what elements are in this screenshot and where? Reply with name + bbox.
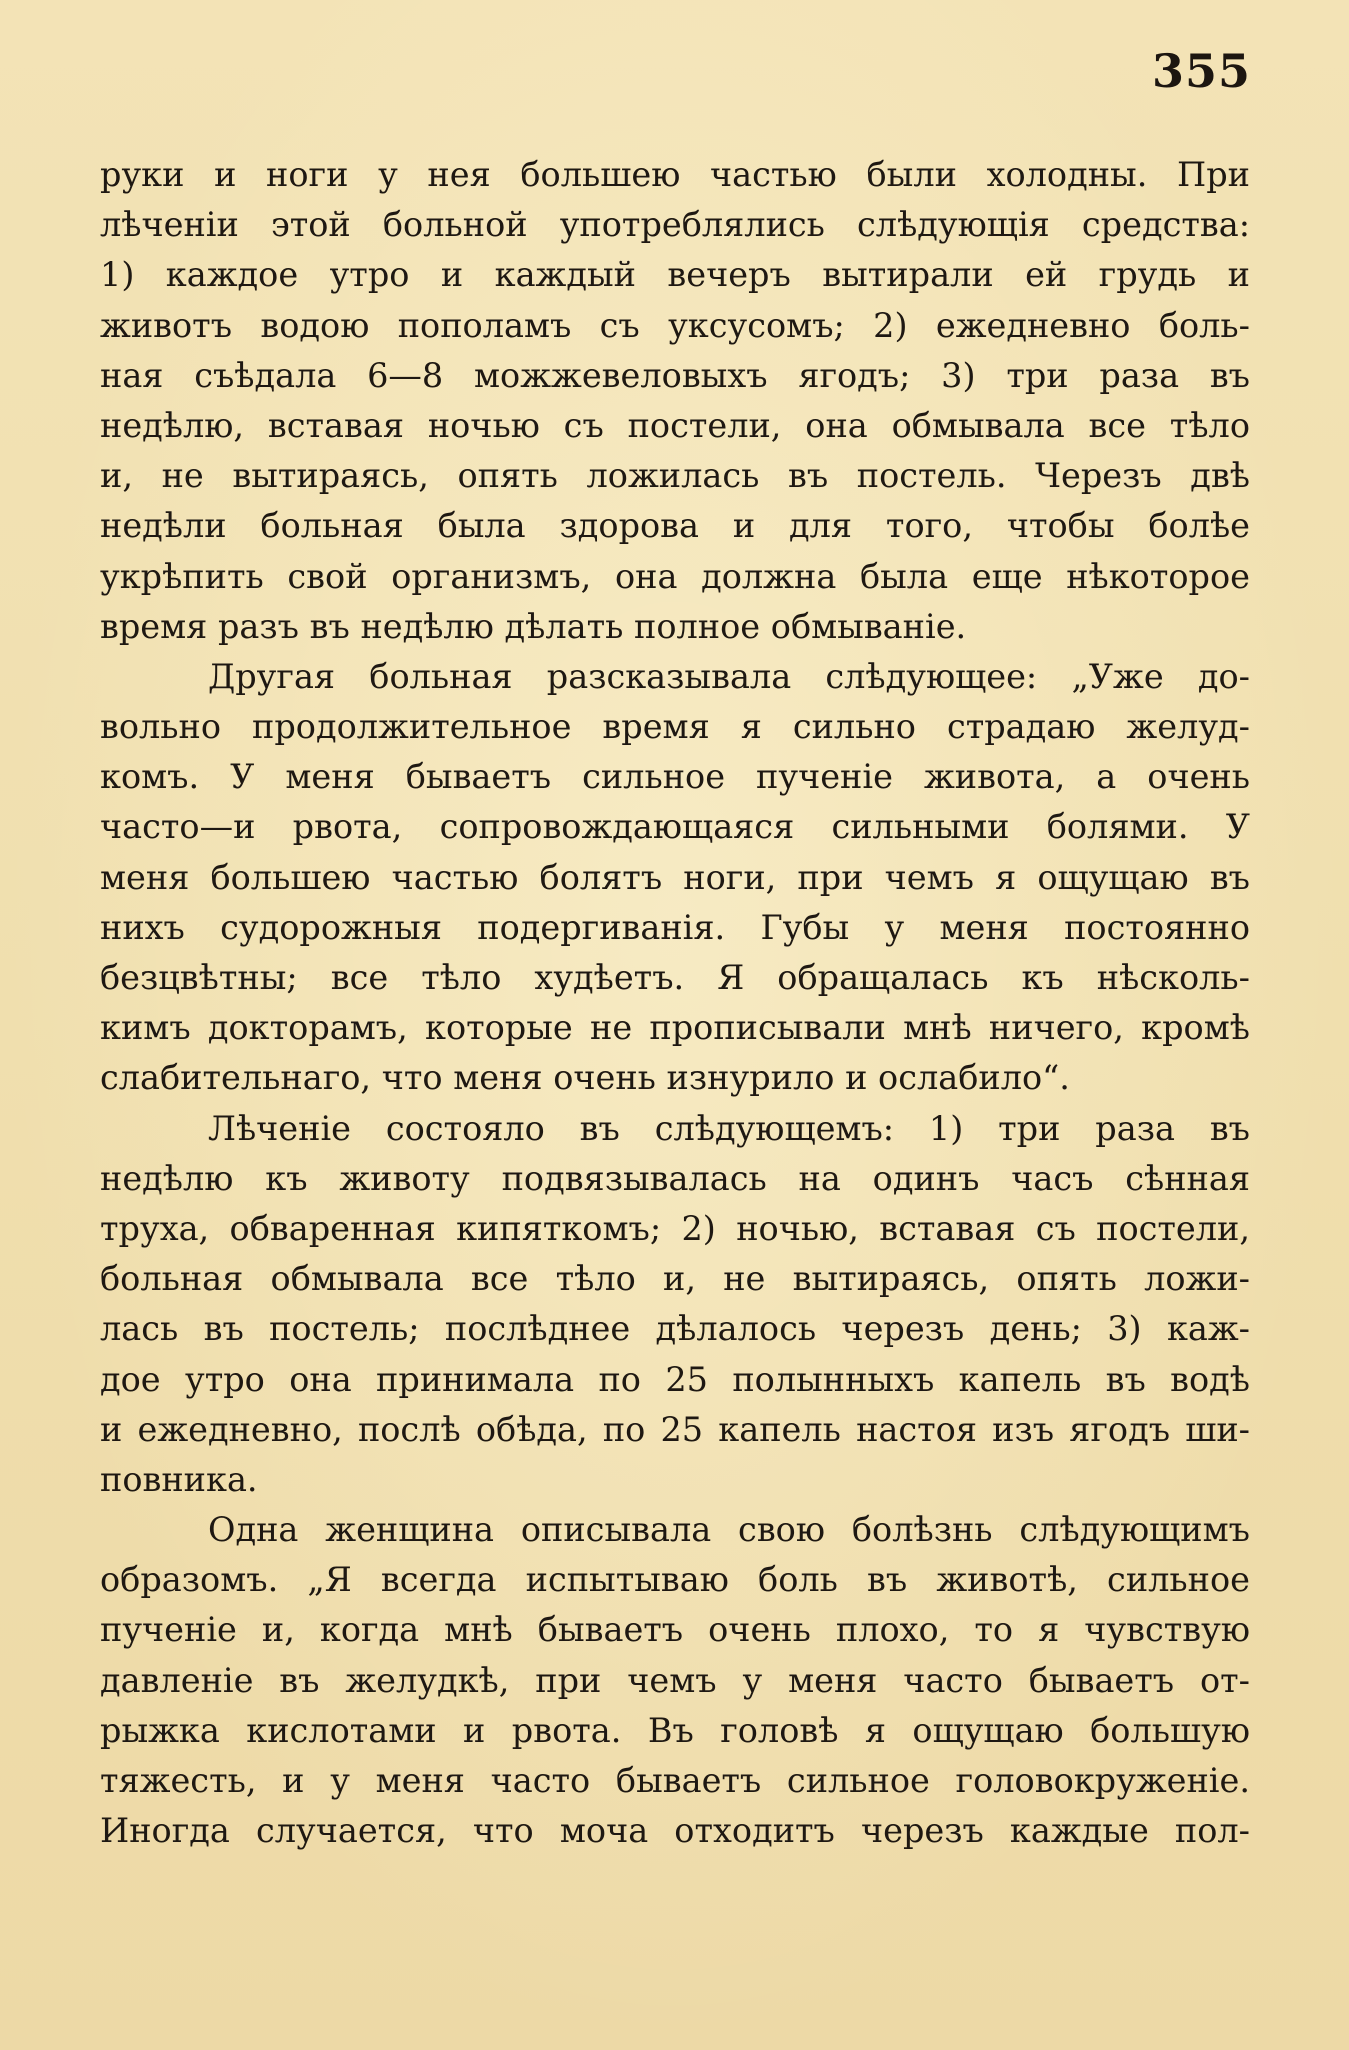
text-line: тяжесть, и у меня часто бываетъ сильное головокруженіе. [100, 1761, 1250, 1800]
text-line: образомъ. „Я всегда испытываю боль въ животѣ, сильное [100, 1560, 1250, 1600]
text-line: укрѣпить свой организмъ, она должна была еще нѣкоторое [100, 556, 1250, 596]
text-line: лѣченіи этой больной употреблялись слѣдующія средства: [100, 205, 1250, 245]
text-line: больная обмывала все тѣло и, не вытираясь, опять ложи- [100, 1259, 1250, 1299]
text-line: вольно продолжительное время я сильно страдаю желуд- [100, 707, 1250, 747]
text-line: недѣлю, вставая ночью съ постели, она обмывала все тѣло [100, 405, 1250, 445]
text-line: безцвѣтны; все тѣло худѣетъ. Я обращалась къ нѣсколь- [100, 958, 1250, 997]
text-line: комъ. У меня бываетъ сильное пученіе живота, а очень [100, 757, 1250, 797]
text-line: Иногда случается, что моча отходитъ черезъ каждые пол- [100, 1811, 1250, 1851]
text-line: время разъ въ недѣлю дѣлать полное обмываніе. [100, 606, 967, 646]
text-line: 1) каждое утро и каждый вечеръ вытирали ей грудь и [100, 255, 1250, 295]
page-number: 355 [1151, 44, 1251, 98]
paragraph-start-line: Лѣченіе состояло въ слѣдующемъ: 1) три раза въ [208, 1108, 1250, 1148]
text-line: меня большею частью болятъ ноги, при чемъ я ощущаю въ [100, 857, 1250, 897]
text-line: слабительнаго, что меня очень изнурило и ослабило“. [100, 1058, 1070, 1098]
text-line: руки и ноги у нея большею частью были холодны. При [100, 155, 1250, 194]
text-line: рыжка кислотами и рвота. Въ головѣ я ощущаю большую [100, 1710, 1250, 1750]
paragraph-start-line: Одна женщина описывала свою болѣзнь слѣдующимъ [208, 1510, 1250, 1550]
paragraph-start-line: Другая больная разсказывала слѣдующее: „Уже до- [208, 656, 1250, 696]
text-line: нихъ судорожныя подергиванія. Губы у меня постоянно [100, 907, 1250, 947]
text-line: и ежедневно, послѣ обѣда, по 25 капель настоя изъ ягодъ ши- [100, 1409, 1250, 1449]
text-line: недѣли больная была здорова и для того, чтобы болѣе [100, 506, 1250, 546]
body-text [100, 150, 1250, 1856]
text-line: труха, обваренная кипяткомъ; 2) ночью, вставая съ постели, [100, 1208, 1250, 1248]
text-line: кимъ докторамъ, которые не прописывали мнѣ ничего, кромѣ [100, 1008, 1250, 1048]
text-line: животъ водою пополамъ съ уксусомъ; 2) ежедневно боль- [100, 305, 1250, 345]
text-line: лась въ постель; послѣднее дѣлалось черезъ день; 3) каж- [100, 1309, 1250, 1349]
text-line: часто—и рвота, сопровождающаяся сильными болями. У [100, 807, 1250, 847]
text-line: недѣлю къ животу подвязывалась на одинъ часъ сѣнная [100, 1158, 1250, 1198]
text-line: повника. [100, 1459, 258, 1499]
text-line: давленіе въ желудкѣ, при чемъ у меня часто бываетъ от- [100, 1660, 1250, 1700]
text-line: дое утро она принимала по 25 полынныхъ капель въ водѣ [100, 1359, 1250, 1399]
text-line: ная съѣдала 6—8 можжевеловыхъ ягодъ; 3) три раза въ [100, 355, 1250, 395]
text-line: и, не вытираясь, опять ложилась въ постель. Черезъ двѣ [100, 456, 1250, 496]
text-line: пученіе и, когда мнѣ бываетъ очень плохо, то я чувствую [100, 1610, 1250, 1650]
